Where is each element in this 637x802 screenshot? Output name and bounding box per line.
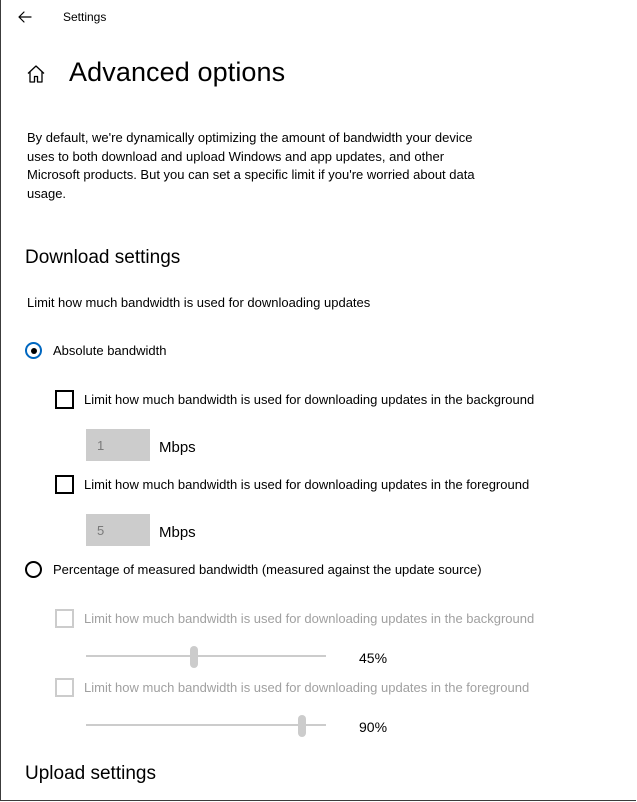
percentage-foreground-limit-checkbox[interactable] [55, 678, 529, 697]
absolute-bandwidth-label: Absolute bandwidth [53, 343, 167, 358]
absolute-foreground-checkbox-box[interactable] [55, 475, 74, 494]
title-bar [1, 0, 636, 34]
home-icon [25, 63, 47, 85]
percentage-background-checkbox-box[interactable] [55, 609, 74, 628]
absolute-bandwidth-radio[interactable] [25, 342, 166, 359]
background-percentage-slider[interactable] [86, 646, 326, 666]
percentage-background-limit-label: Limit how much bandwidth is used for downloading updates in the background [84, 611, 535, 626]
background-mbps-unit: Mbps [159, 439, 196, 456]
absolute-foreground-limit-label: Limit how much bandwidth is used for downloading updates in the foreground [84, 477, 530, 492]
percentage-bandwidth-radio[interactable] [25, 561, 482, 578]
background-slider-thumb[interactable] [190, 646, 198, 668]
absolute-background-checkbox-box[interactable] [55, 390, 74, 409]
home-button[interactable] [25, 63, 47, 85]
percentage-background-limit-checkbox[interactable] [55, 609, 534, 628]
foreground-slider-thumb[interactable] [298, 715, 306, 737]
background-mbps-input[interactable] [86, 429, 150, 461]
absolute-background-limit-label: Limit how much bandwidth is used for downloading updates in the background [84, 392, 535, 407]
percentage-foreground-checkbox-box[interactable] [55, 678, 74, 697]
absolute-foreground-limit-checkbox[interactable] [55, 475, 529, 494]
back-button[interactable] [13, 6, 37, 28]
app-title: Settings [63, 10, 107, 24]
foreground-mbps-unit: Mbps [159, 524, 196, 541]
back-arrow-icon [13, 6, 37, 28]
percentage-bandwidth-label: Percentage of measured bandwidth (measured against the update source) [53, 562, 482, 577]
background-percentage-value: 45% [359, 650, 388, 666]
absolute-background-limit-checkbox[interactable] [55, 390, 534, 409]
upload-settings-heading: Upload settings [25, 763, 156, 784]
absolute-bandwidth-radio-indicator[interactable] [25, 342, 42, 359]
background-slider-track[interactable] [86, 655, 326, 657]
percentage-foreground-limit-label: Limit how much bandwidth is used for downloading updates in the foreground [84, 680, 530, 695]
foreground-slider-track[interactable] [86, 724, 326, 726]
page-description: By default, we're dynamically optimizing the amount of bandwidth your device uses to both download and upload Windows and app updates, and other Microsoft products. But you can set a specific limit if you're worried about data usage. [27, 130, 475, 201]
page-title: Advanced options [69, 57, 286, 87]
download-settings-heading: Download settings [25, 247, 181, 268]
foreground-percentage-slider[interactable] [86, 715, 326, 735]
foreground-percentage-value: 90% [359, 719, 388, 735]
foreground-mbps-input[interactable] [86, 514, 150, 546]
download-limit-description: Limit how much bandwidth is used for downloading updates [27, 295, 371, 310]
percentage-bandwidth-radio-indicator[interactable] [25, 561, 42, 578]
